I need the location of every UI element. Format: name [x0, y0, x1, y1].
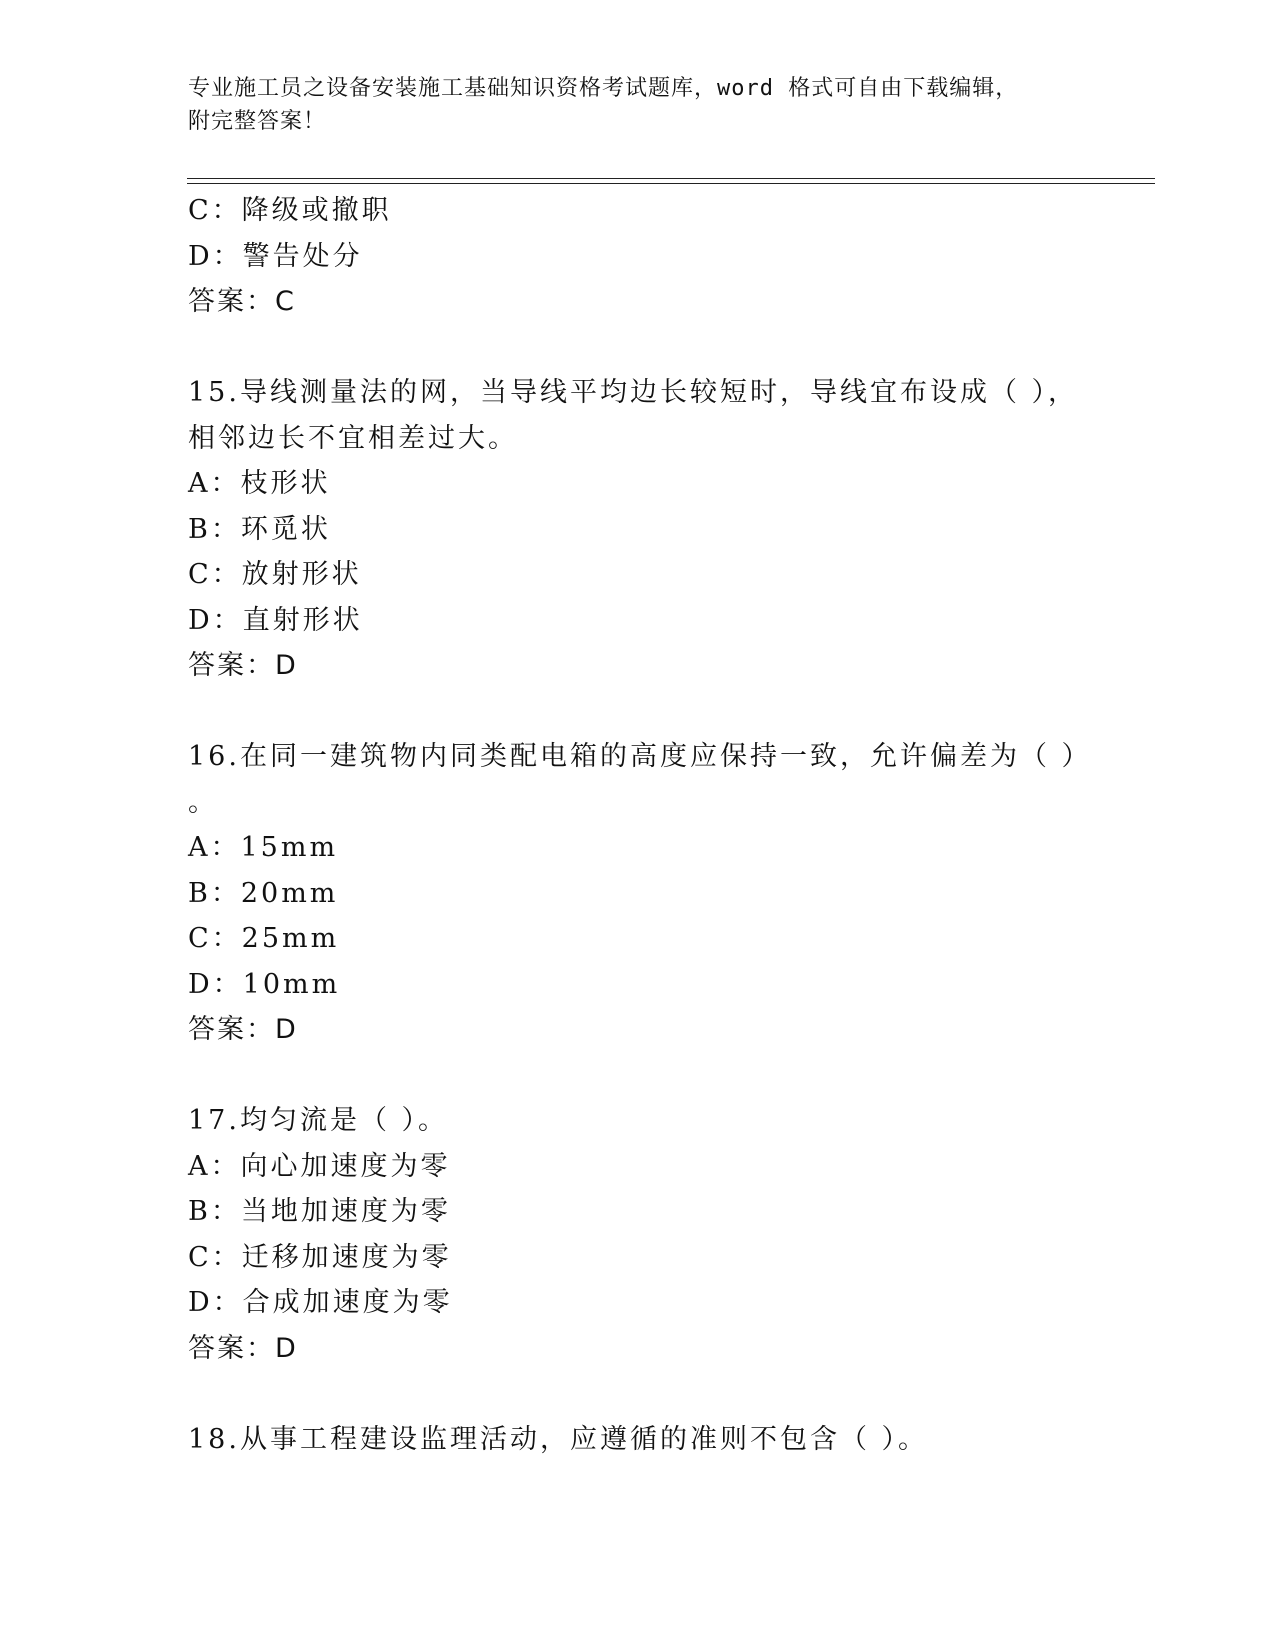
option-c: C：迁移加速度为零 [188, 1241, 452, 1273]
option-c: C：25mm [188, 923, 340, 954]
option-d: D：10mm [188, 968, 341, 1000]
option-d: D：警告处分 [188, 240, 363, 272]
question-text-continued: 相邻边长不宜相差过大。 [188, 422, 518, 454]
option-b: B：环觅状 [188, 513, 331, 545]
answer-line: 答案：D [188, 650, 298, 681]
option-b: B：20mm [188, 877, 339, 909]
question-text: 16.在同一建筑物内同类配电箱的高度应保持一致，允许偏差为（ ） [188, 741, 1092, 772]
header-line-1: 专业施工员之设备安装施工基础知识资格考试题库，word 格式可自由下载编辑， [188, 76, 1019, 101]
answer-line: 答案：C [188, 286, 296, 317]
header-divider [187, 178, 1155, 179]
question-text: 15.导线测量法的网，当导线平均边长较短时，导线宜布设成（ ）， [188, 377, 1079, 408]
question-text-continued: 。 [188, 786, 218, 818]
header-divider-secondary [187, 183, 1155, 184]
option-a: A：向心加速度为零 [188, 1150, 451, 1182]
option-a: A：15mm [188, 832, 339, 863]
question-18 [188, 1417, 1058, 1463]
option-d: D：合成加速度为零 [188, 1287, 453, 1318]
answer-line: 答案：D [188, 1332, 298, 1364]
option-c: C：放射形状 [188, 559, 362, 590]
question-17 [188, 1098, 1058, 1371]
question-text: 17.均匀流是（ ）。 [188, 1105, 449, 1136]
answer-line: 答案：D [188, 1014, 298, 1045]
question-15 [188, 370, 1079, 689]
option-a: A：枝形状 [188, 468, 331, 499]
question-list [188, 188, 1092, 1462]
page-header [188, 72, 1088, 138]
option-c: C：降级或撤职 [188, 195, 392, 226]
question-16 [188, 734, 1092, 1053]
question-text: 18.从事工程建设监理活动，应遵循的准则不包含（ ）。 [188, 1423, 929, 1455]
option-b: B：当地加速度为零 [188, 1196, 451, 1227]
header-line-2: 附完整答案！ [188, 109, 327, 134]
option-d: D：直射形状 [188, 604, 363, 636]
